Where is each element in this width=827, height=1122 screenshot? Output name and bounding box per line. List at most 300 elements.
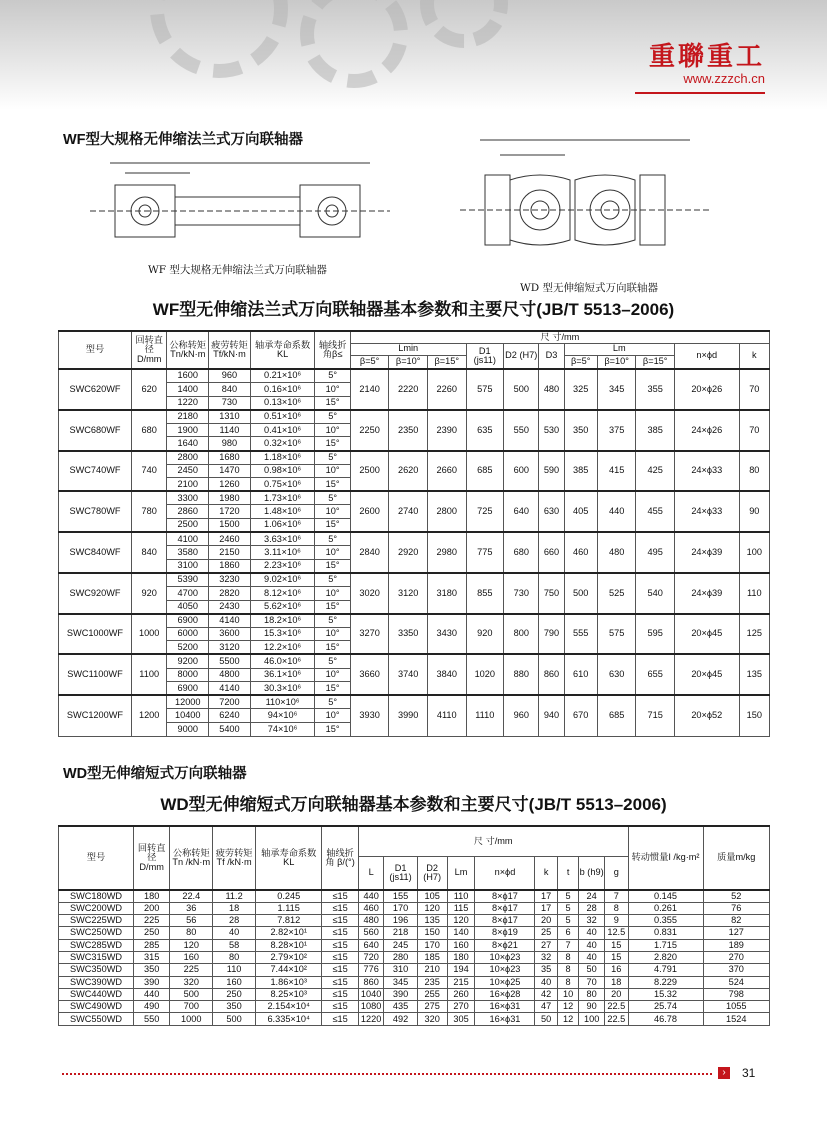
table-cell: 860 — [358, 976, 384, 988]
table-cell: 0.245 — [256, 890, 322, 902]
table-cell: 2430 — [209, 600, 251, 614]
table-cell: 620 — [131, 369, 166, 410]
table-cell: 500 — [213, 1013, 256, 1025]
col-header-nd: n×ϕd — [475, 856, 535, 890]
table-cell: 52 — [703, 890, 770, 902]
table-cell: 3930 — [350, 695, 389, 736]
table-cell: 42 — [535, 988, 557, 1000]
table-cell: 725 — [466, 491, 504, 532]
table-cell: 2620 — [389, 451, 428, 492]
table-cell: SWC250WD — [59, 927, 134, 939]
table-cell: 24 — [579, 890, 605, 902]
col-header-lm: Lm — [447, 856, 475, 890]
table-cell: 730 — [504, 573, 539, 614]
col-header-d2: D2 (H7) — [417, 856, 447, 890]
table-cell: 160 — [447, 939, 475, 951]
table-cell: 10° — [315, 464, 350, 478]
table-cell: 5° — [315, 532, 350, 546]
table-cell: 40 — [579, 927, 605, 939]
table-cell: 2.154×10⁴ — [256, 1001, 322, 1013]
table-cell: 3430 — [427, 614, 466, 655]
wd-spec-table — [58, 825, 770, 1026]
table-cell: 1080 — [358, 1001, 384, 1013]
table-cell: 720 — [358, 951, 384, 963]
col-header-nominal-torque: 公称转矩 Tn /kN·m — [170, 826, 213, 890]
table-cell: 3270 — [350, 614, 389, 655]
table-cell: 218 — [384, 927, 417, 939]
table-cell: ≤15 — [322, 902, 358, 914]
table-cell: 105 — [417, 890, 447, 902]
col-header-nd: n×ϕd — [674, 343, 739, 369]
table-cell: 2840 — [350, 532, 389, 573]
col-header-g: g — [605, 856, 629, 890]
table-cell: 1020 — [466, 654, 504, 695]
table-cell: 375 — [597, 410, 636, 451]
table-cell: 11.2 — [213, 890, 256, 902]
table-cell: 460 — [358, 902, 384, 914]
col-header-beta5: β=5° — [350, 355, 389, 369]
table-row — [59, 964, 770, 976]
table-cell: SWC620WF — [59, 369, 132, 410]
wf-drawing-caption: WF 型大规格无伸缩法兰式万向联轴器 — [148, 264, 327, 276]
table-cell: 22.5 — [605, 1001, 629, 1013]
table-cell: 0.98×10⁶ — [250, 464, 315, 478]
table-cell: 80 — [579, 988, 605, 1000]
table-cell: 1110 — [466, 695, 504, 736]
table-cell: 6000 — [167, 627, 209, 641]
brand-url: www.zzzch.cn — [683, 71, 765, 86]
table-cell: 480 — [358, 915, 384, 927]
table-row — [59, 988, 770, 1000]
table-cell: 355 — [636, 369, 675, 410]
table-cell: 4700 — [167, 587, 209, 601]
table-cell: 16×ϕ31 — [475, 1013, 535, 1025]
col-header-t: t — [557, 856, 578, 890]
table-cell: 435 — [384, 1001, 417, 1013]
table-cell: 2140 — [350, 369, 389, 410]
table-cell: ≤15 — [322, 939, 358, 951]
table-cell: 500 — [170, 988, 213, 1000]
table-cell: 8.25×10³ — [256, 988, 322, 1000]
table-cell: 305 — [447, 1013, 475, 1025]
table-cell: 225 — [133, 915, 169, 927]
table-cell: 1.06×10⁶ — [250, 519, 315, 533]
table-cell: 1000 — [131, 614, 166, 655]
table-cell: ≤15 — [322, 915, 358, 927]
table-cell: 250 — [133, 927, 169, 939]
table-cell: 0.32×10⁶ — [250, 437, 315, 451]
table-cell: 50 — [579, 964, 605, 976]
table-cell: 15° — [315, 682, 350, 696]
table-cell: 2460 — [209, 532, 251, 546]
table-cell: 24×ϕ33 — [674, 451, 739, 492]
table-cell: 10° — [315, 546, 350, 560]
wd-drawing-caption: WD 型无伸缩短式万向联轴器 — [520, 282, 659, 294]
table-row — [59, 915, 770, 927]
table-cell: 555 — [564, 614, 597, 655]
col-header-rotation-dia: 回转直径 D/mm — [131, 331, 166, 369]
table-cell: 210 — [417, 964, 447, 976]
table-cell: 189 — [703, 939, 770, 951]
table-cell: 20×ϕ45 — [674, 654, 739, 695]
table-cell: 24×ϕ33 — [674, 491, 739, 532]
table-cell: 76 — [703, 902, 770, 914]
table-cell: 2100 — [167, 478, 209, 492]
table-cell: 2500 — [350, 451, 389, 492]
table-cell: 100 — [579, 1013, 605, 1025]
table-cell: 20 — [605, 988, 629, 1000]
table-cell: 170 — [417, 939, 447, 951]
table-row — [59, 1013, 770, 1025]
table-cell: 40 — [213, 927, 256, 939]
table-cell: 660 — [539, 532, 564, 573]
table-cell: 22.4 — [170, 890, 213, 902]
col-header-nominal-torque: 公称转矩 Tn/kN·m — [167, 331, 209, 369]
table-cell: 270 — [703, 951, 770, 963]
table-cell: 630 — [597, 654, 636, 695]
table-cell: 2800 — [167, 451, 209, 465]
table-cell: 120 — [447, 915, 475, 927]
table-cell: 325 — [564, 369, 597, 410]
table-cell: SWC440WD — [59, 988, 134, 1000]
wf-coupling-drawing — [70, 155, 410, 250]
table-cell: 4110 — [427, 695, 466, 736]
table-cell: 7.812 — [256, 915, 322, 927]
table-cell: 415 — [597, 451, 636, 492]
table-cell: 3020 — [350, 573, 389, 614]
table-cell: 3120 — [389, 573, 428, 614]
table-cell: 5° — [315, 654, 350, 668]
table-cell: 200 — [133, 902, 169, 914]
col-header-k: k — [535, 856, 557, 890]
table-cell: 40 — [535, 976, 557, 988]
table-cell: 730 — [209, 396, 251, 410]
table-cell: 10° — [315, 709, 350, 723]
table-cell: 1470 — [209, 464, 251, 478]
table-cell: 3600 — [209, 627, 251, 641]
table-cell: 3350 — [389, 614, 428, 655]
table-cell: 270 — [447, 1001, 475, 1013]
table-cell: 12.2×10⁶ — [250, 641, 315, 655]
table-cell: 180 — [133, 890, 169, 902]
table-cell: 5° — [315, 410, 350, 424]
table-cell: 90 — [579, 1001, 605, 1013]
table-cell: 150 — [417, 927, 447, 939]
col-header-bearing-life: 轴承寿命系数KL — [250, 331, 315, 369]
table-cell: 5° — [315, 695, 350, 709]
table-cell: 524 — [703, 976, 770, 988]
table-row — [59, 927, 770, 939]
table-row — [59, 532, 770, 546]
table-cell: 2.23×10⁶ — [250, 559, 315, 573]
table-cell: 0.21×10⁶ — [250, 369, 315, 383]
table-cell: 15° — [315, 478, 350, 492]
table-cell: 575 — [597, 614, 636, 655]
table-cell: 7200 — [209, 695, 251, 709]
table-cell: 3120 — [209, 641, 251, 655]
table-cell: 540 — [636, 573, 675, 614]
table-cell: SWC780WF — [59, 491, 132, 532]
table-cell: 1260 — [209, 478, 251, 492]
table-cell: 58 — [213, 939, 256, 951]
table-cell: 0.51×10⁶ — [250, 410, 315, 424]
table-cell: 6 — [557, 927, 578, 939]
table-cell: 460 — [564, 532, 597, 573]
table-row — [59, 695, 770, 709]
table-cell: 2250 — [350, 410, 389, 451]
table-cell: ≤15 — [322, 927, 358, 939]
table-row — [59, 410, 770, 424]
table-cell: 8 — [557, 951, 578, 963]
table-cell: 1310 — [209, 410, 251, 424]
table-cell: 82 — [703, 915, 770, 927]
table-cell: 5500 — [209, 654, 251, 668]
table-cell: SWC740WF — [59, 451, 132, 492]
table-cell: 15° — [315, 559, 350, 573]
table-cell: 70 — [739, 410, 769, 451]
table-cell: 3180 — [427, 573, 466, 614]
table-cell: 25 — [535, 927, 557, 939]
table-cell: 370 — [703, 964, 770, 976]
table-cell: 135 — [417, 915, 447, 927]
table-cell: 2.82×10¹ — [256, 927, 322, 939]
table-cell: 17 — [535, 902, 557, 914]
table-cell: 440 — [133, 988, 169, 1000]
table-cell: 6900 — [167, 682, 209, 696]
table-cell: 8 — [557, 976, 578, 988]
table-cell: 12000 — [167, 695, 209, 709]
col-header-beta15: β=15° — [636, 355, 675, 369]
table-cell: 56 — [170, 915, 213, 927]
table-cell: 5° — [315, 491, 350, 505]
table-cell: 35 — [535, 964, 557, 976]
table-cell: 15° — [315, 396, 350, 410]
table-cell: 440 — [597, 491, 636, 532]
table-cell: 640 — [504, 491, 539, 532]
table-cell: 425 — [636, 451, 675, 492]
table-cell: ≤15 — [322, 976, 358, 988]
table-cell: 680 — [131, 410, 166, 451]
table-cell: 10° — [315, 627, 350, 641]
table-cell: 5.62×10⁶ — [250, 600, 315, 614]
table-cell: 120 — [170, 939, 213, 951]
table-cell: 500 — [564, 573, 597, 614]
table-cell: 4800 — [209, 668, 251, 682]
table-cell: 12.5 — [605, 927, 629, 939]
table-cell: 18 — [605, 976, 629, 988]
table-cell: 100 — [739, 532, 769, 573]
col-header-rotation-dia: 回转直径 D/mm — [133, 826, 169, 890]
table-cell: 94×10⁶ — [250, 709, 315, 723]
table-cell: 10° — [315, 423, 350, 437]
wd-table-title: WD型无伸缩短式万向联轴器基本参数和主要尺寸(JB/T 5513–2006) — [160, 795, 667, 814]
table-cell: 798 — [703, 988, 770, 1000]
col-header-fatigue-torque: 疲劳转矩 Tf/kN·m — [209, 331, 251, 369]
table-cell: 4100 — [167, 532, 209, 546]
table-cell: 24×ϕ39 — [674, 532, 739, 573]
table-cell: 1.73×10⁶ — [250, 491, 315, 505]
table-cell: 47 — [535, 1001, 557, 1013]
table-cell: 855 — [466, 573, 504, 614]
table-cell: 2800 — [427, 491, 466, 532]
table-cell: 4050 — [167, 600, 209, 614]
table-cell: 750 — [539, 573, 564, 614]
table-row — [59, 1001, 770, 1013]
table-cell: 16×ϕ28 — [475, 988, 535, 1000]
table-cell: 5 — [557, 915, 578, 927]
wd-coupling-drawing — [450, 130, 720, 260]
table-cell: 6900 — [167, 614, 209, 628]
table-cell: 9 — [605, 915, 629, 927]
table-cell: 610 — [564, 654, 597, 695]
table-cell: 1980 — [209, 491, 251, 505]
table-cell: 215 — [447, 976, 475, 988]
col-header-beta15: β=15° — [427, 355, 466, 369]
arrow-right-icon: › — [718, 1067, 730, 1079]
table-cell: SWC1000WF — [59, 614, 132, 655]
table-cell: 6.335×10⁴ — [256, 1013, 322, 1025]
col-header-angle: 轴线折角 β/(°) — [322, 826, 358, 890]
table-cell: 80 — [170, 927, 213, 939]
table-cell: 0.16×10⁶ — [250, 383, 315, 397]
table-cell: 3230 — [209, 573, 251, 587]
table-cell: 1000 — [170, 1013, 213, 1025]
table-cell: 225 — [170, 964, 213, 976]
table-cell: 16 — [605, 964, 629, 976]
table-cell: 4140 — [209, 614, 251, 628]
table-cell: SWC1100WF — [59, 654, 132, 695]
table-cell: 350 — [133, 964, 169, 976]
table-cell: 840 — [131, 532, 166, 573]
table-cell: 0.831 — [628, 927, 703, 939]
col-header-mass: 质量m/kg — [703, 826, 770, 890]
table-cell: 25.74 — [628, 1001, 703, 1013]
table-cell: 0.145 — [628, 890, 703, 902]
table-cell: 135 — [739, 654, 769, 695]
table-cell: 36.1×10⁶ — [250, 668, 315, 682]
col-header-k: k — [739, 343, 769, 369]
table-cell: 8.12×10⁶ — [250, 587, 315, 601]
table-cell: 860 — [539, 654, 564, 695]
table-cell: 17 — [535, 890, 557, 902]
table-cell: 630 — [539, 491, 564, 532]
col-header-bearing-life: 轴承寿命系数KL — [256, 826, 322, 890]
table-cell: 776 — [358, 964, 384, 976]
table-cell: 0.261 — [628, 902, 703, 914]
table-cell: 40 — [579, 951, 605, 963]
table-cell: 595 — [636, 614, 675, 655]
col-header-dims: 尺 寸/mm — [350, 331, 769, 343]
table-cell: 385 — [564, 451, 597, 492]
table-cell: 170 — [384, 902, 417, 914]
col-header-beta10: β=10° — [597, 355, 636, 369]
table-cell: 2920 — [389, 532, 428, 573]
table-cell: 685 — [597, 695, 636, 736]
col-header-lm: Lm — [564, 343, 674, 355]
table-cell: 80 — [213, 951, 256, 963]
table-cell: 1220 — [358, 1013, 384, 1025]
table-cell: 405 — [564, 491, 597, 532]
table-cell: 960 — [209, 369, 251, 383]
table-cell: 125 — [739, 614, 769, 655]
table-cell: 32 — [535, 951, 557, 963]
table-cell: SWC285WD — [59, 939, 134, 951]
table-cell: ≤15 — [322, 964, 358, 976]
table-cell: 235 — [417, 976, 447, 988]
table-cell: 10° — [315, 587, 350, 601]
table-cell: 5390 — [167, 573, 209, 587]
table-cell: 1.86×10³ — [256, 976, 322, 988]
table-cell: 2150 — [209, 546, 251, 560]
table-cell: 5° — [315, 614, 350, 628]
table-cell: 5400 — [209, 722, 251, 736]
table-cell: 655 — [636, 654, 675, 695]
table-row — [59, 951, 770, 963]
table-cell: 635 — [466, 410, 504, 451]
table-cell: 110 — [739, 573, 769, 614]
table-cell: SWC840WF — [59, 532, 132, 573]
col-header-b: b (h9) — [579, 856, 605, 890]
table-cell: ≤15 — [322, 988, 358, 1000]
table-cell: 600 — [504, 451, 539, 492]
table-cell: 18 — [213, 902, 256, 914]
table-cell: 920 — [131, 573, 166, 614]
wf-section-title: WF型大规格无伸缩法兰式万向联轴器 — [63, 132, 304, 148]
table-cell: 3740 — [389, 654, 428, 695]
table-cell: 1640 — [167, 437, 209, 451]
table-cell: 180 — [447, 951, 475, 963]
table-cell: 115 — [447, 902, 475, 914]
table-cell: 46.78 — [628, 1013, 703, 1025]
table-cell: 7 — [605, 890, 629, 902]
table-cell: 8×ϕ17 — [475, 902, 535, 914]
table-cell: 530 — [539, 410, 564, 451]
table-row — [59, 654, 770, 668]
table-cell: SWC550WD — [59, 1013, 134, 1025]
table-cell: 315 — [133, 951, 169, 963]
table-cell: 15 — [605, 951, 629, 963]
table-cell: 18.2×10⁶ — [250, 614, 315, 628]
table-cell: 15° — [315, 641, 350, 655]
table-cell: 32 — [579, 915, 605, 927]
table-cell: 3.11×10⁶ — [250, 546, 315, 560]
wd-section-title: WD型无伸缩短式万向联轴器 — [63, 766, 247, 782]
col-header-d1: D1 (js11) — [384, 856, 417, 890]
table-cell: 10×ϕ25 — [475, 976, 535, 988]
table-cell: 780 — [131, 491, 166, 532]
table-cell: 2390 — [427, 410, 466, 451]
table-cell: 10 — [557, 988, 578, 1000]
wf-table-body — [59, 369, 770, 736]
table-cell: 127 — [703, 927, 770, 939]
col-header-dims: 尺 寸/mm — [358, 826, 628, 856]
table-cell: 385 — [636, 410, 675, 451]
table-cell: 10° — [315, 383, 350, 397]
table-cell: 2820 — [209, 587, 251, 601]
table-cell: 155 — [384, 890, 417, 902]
table-cell: SWC1200WF — [59, 695, 132, 736]
table-cell: 120 — [417, 902, 447, 914]
table-cell: 3840 — [427, 654, 466, 695]
table-cell: 2350 — [389, 410, 428, 451]
table-cell: 110×10⁶ — [250, 695, 315, 709]
table-cell: 345 — [597, 369, 636, 410]
table-cell: 880 — [504, 654, 539, 695]
table-cell: ≤15 — [322, 1013, 358, 1025]
table-row — [59, 614, 770, 628]
table-cell: 480 — [597, 532, 636, 573]
table-cell: 28 — [213, 915, 256, 927]
